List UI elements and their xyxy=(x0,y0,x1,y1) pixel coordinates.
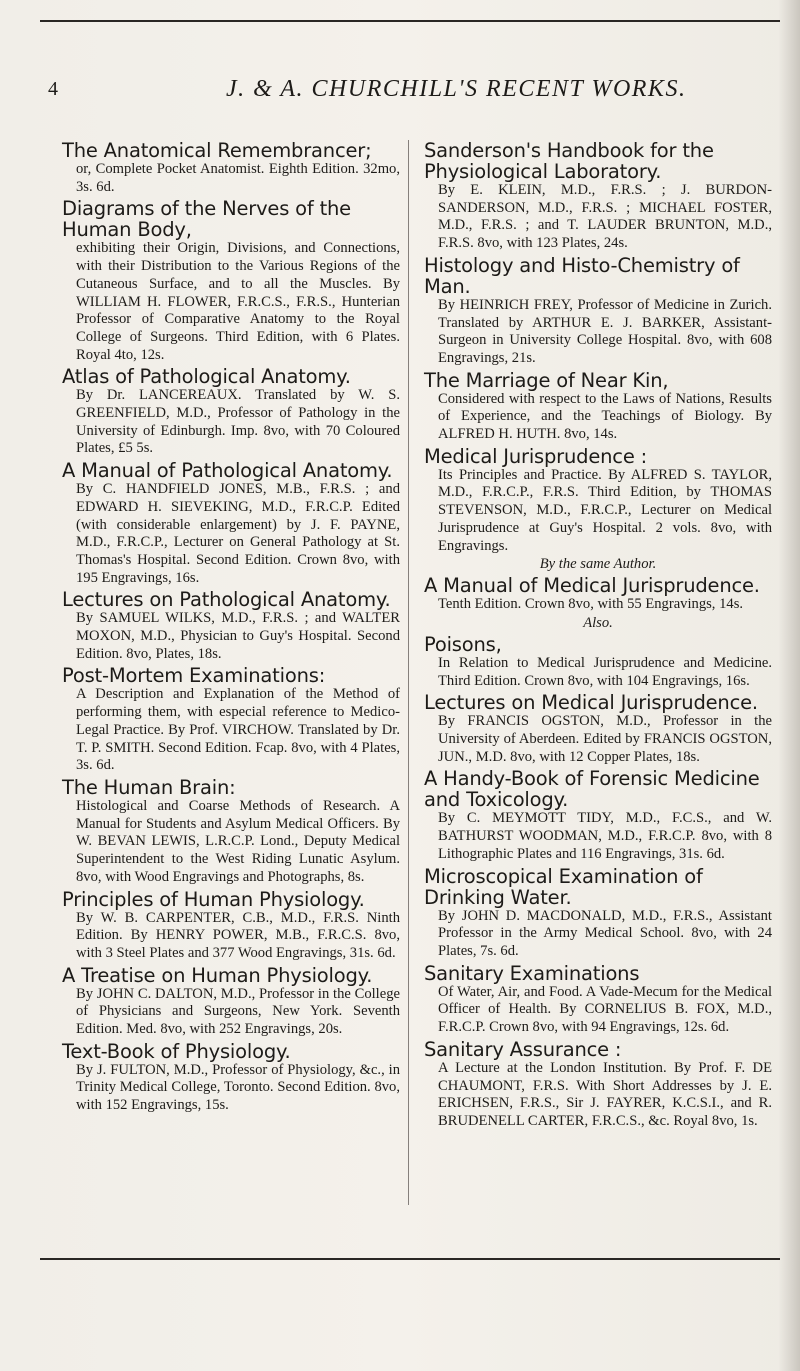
page-edge-shadow xyxy=(778,0,800,1371)
catalog-entry xyxy=(62,589,400,663)
column-divider xyxy=(408,140,409,1205)
running-title: J. & A. CHURCHILL'S RECENT WORKS. xyxy=(226,76,687,102)
entry-description: By HEINRICH FREY, Professor of Medicine in Zurich. Translated by ARTHUR E. J. BARKER, Assistant-Surgeon in University College Hospital. 8vo, with 608 Engravings, 21s. xyxy=(438,296,772,366)
entry-title: Microscopical Examination of Drinking Water. xyxy=(424,864,703,909)
top-rule xyxy=(40,20,780,22)
page-header xyxy=(0,74,800,108)
entry-description: By FRANCIS OGSTON, M.D., Professor in the University of Aberdeen. Edited by FRANCIS OGSTON, JUN., M.D. 8vo, with 12 Copper Plates, 18s. xyxy=(438,713,772,765)
entry-title: Atlas of Pathological Anatomy. xyxy=(62,365,351,389)
entry-description: or, Complete Pocket Anatomist. Eighth Edition. 32mo, 3s. 6d. xyxy=(76,161,400,195)
catalog-entry xyxy=(424,575,772,632)
entry-note: By the same Author. xyxy=(539,556,657,573)
entry-description: By C. HANDFIELD JONES, M.B., F.R.S. ; and EDWARD H. SIEVEKING, M.D., F.R.C.P. Edited (with considerable enlargement) by J. F. PAYNE, M.D., F.R.C.P., Lecturer on General Pathology at St. Thomas's Hospital. Second Edition. Crown 8vo, with 195 Engravings, 16s. xyxy=(76,481,400,586)
entry-description: Of Water, Air, and Food. A Vade-Mecum for the Medical Officer of Health. By CORNELIUS B. FOX, M.D., F.R.C.P. Crown 8vo, with 94 Engravings, 12s. 6d. xyxy=(438,983,772,1036)
entry-title: The Human Brain: xyxy=(62,775,236,799)
entry-title: A Treatise on Human Physiology. xyxy=(62,963,373,987)
catalog-entry xyxy=(424,963,772,1037)
catalog-entry xyxy=(424,255,772,368)
catalog-entry xyxy=(62,965,400,1039)
catalog-entry xyxy=(62,198,400,364)
entry-title: Text-Book of Physiology. xyxy=(62,1039,291,1063)
bottom-rule xyxy=(40,1258,780,1260)
entry-description: Tenth Edition. Crown 8vo, with 55 Engravings, 14s. xyxy=(438,596,744,613)
entry-title: A Handy-Book of Forensic Medicine and Toxicology. xyxy=(424,767,760,812)
catalog-entry xyxy=(424,634,772,690)
catalog-entry xyxy=(62,1041,400,1115)
entry-description: By E. KLEIN, M.D., F.R.S. ; J. BURDON-SANDERSON, M.D., F.R.S. ; MICHAEL FOSTER, M.D., F.R.S. ; and T. LAUDER BRUNTON, M.D., F.R.S. 8vo, with 123 Plates, 24s. xyxy=(438,182,772,252)
catalog-entry xyxy=(424,140,772,253)
entry-description: By JOHN D. MACDONALD, M.D., F.R.S., Assistant Professor in the Army Medical School. 8vo, with 24 Plates, 7s. 6d. xyxy=(438,907,772,959)
entry-title: Histology and Histo-Chemistry of Man. xyxy=(424,253,740,298)
right-column xyxy=(424,140,772,1133)
catalog-entry xyxy=(62,140,400,196)
catalog-entry xyxy=(62,460,400,587)
entry-description: By SAMUEL WILKS, M.D., F.R.S. ; and WALTER MOXON, M.D., Physician to Guy's Hospital. Second Edition. 8vo, Plates, 18s. xyxy=(76,610,400,662)
catalog-entry xyxy=(62,777,400,887)
entry-title: Medical Jurisprudence : xyxy=(424,444,647,468)
catalog-entry xyxy=(424,768,772,863)
left-column xyxy=(62,140,400,1117)
entry-description: Its Principles and Practice. By ALFRED S. TAYLOR, M.D., F.R.C.P., F.R.S. Third Edition, by THOMAS STEVENSON, M.D., F.R.C.P., Lecturer on Medical Jurisprudence at Guy's Hospital. 2 vols. 8vo, with Engravings. xyxy=(438,466,772,554)
entry-description: By JOHN C. DALTON, M.D., Professor in the College of Physicians and Surgeons, New York. Seventh Edition. Med. 8vo, with 252 Engravings, 20s. xyxy=(76,985,400,1038)
entry-title: Sanitary Examinations xyxy=(424,961,640,985)
catalog-entry xyxy=(424,866,772,961)
catalog-entry xyxy=(424,370,772,444)
entry-title: The Marriage of Near Kin, xyxy=(424,368,669,392)
entry-title: Principles of Human Physiology. xyxy=(62,887,365,911)
entry-description: Considered with respect to the Laws of Nations, Results of Experience, and the Teachings of Biology. By ALFRED H. HUTH. 8vo, 14s. xyxy=(438,390,772,443)
entry-title: A Manual of Pathological Anatomy. xyxy=(62,459,393,483)
catalog-entry xyxy=(424,446,772,574)
entry-description: Histological and Coarse Methods of Research. A Manual for Students and Asylum Medical Officers. By W. BEVAN LEWIS, L.R.C.P. Lond., Deputy Medical Superintendent to the West Riding Lunatic Asylum. 8vo, with Wood Engravings and Photographs, 8s. xyxy=(76,797,400,885)
entry-title: A Manual of Medical Jurisprudence. xyxy=(424,574,760,598)
entry-note: Also. xyxy=(583,614,613,631)
catalog-entry xyxy=(62,366,400,458)
entry-title: Sanitary Assurance : xyxy=(424,1037,622,1061)
catalog-entry xyxy=(62,665,400,775)
entry-description: A Description and Explanation of the Method of performing them, with especial reference to Medico-Legal Practice. By Prof. VIRCHOW. Translated by Dr. T. P. SMITH. Second Edition. Fcap. 8vo, with 4 Plates, 3s. 6d. xyxy=(76,686,400,774)
entry-title: Post-Mortem Examinations: xyxy=(62,664,326,688)
entry-title: Poisons, xyxy=(424,632,502,656)
entry-title: Lectures on Medical Jurisprudence. xyxy=(424,691,758,715)
entry-title: Sanderson's Handbook for the Physiological Laboratory. xyxy=(424,139,714,183)
catalog-entry xyxy=(424,1039,772,1131)
entry-title: Lectures on Pathological Anatomy. xyxy=(62,588,391,612)
entry-title: Diagrams of the Nerves of the Human Body, xyxy=(62,197,351,242)
catalog-entry xyxy=(424,692,772,766)
entry-description: By Dr. LANCEREAUX. Translated by W. S. GREENFIELD, M.D., Professor of Pathology in the University of Edinburgh. Imp. 8vo, with 70 Coloured Plates, £5 5s. xyxy=(76,387,400,457)
entry-description: By J. FULTON, M.D., Professor of Physiology, &c., in Trinity Medical College, Toronto. Second Edition. 8vo, with 152 Engravings, 15s. xyxy=(76,1061,400,1114)
entry-description: By W. B. CARPENTER, C.B., M.D., F.R.S. Ninth Edition. By HENRY POWER, M.B., F.R.C.S. 8vo, with 3 Steel Plates and 377 Wood Engravings, 31s. 6d. xyxy=(76,909,400,961)
page-number: 4 xyxy=(48,78,58,100)
entry-title: The Anatomical Remembrancer; xyxy=(62,139,372,162)
entry-description: By C. MEYMOTT TIDY, M.D., F.C.S., and W. BATHURST WOODMAN, M.D., F.R.C.P. 8vo, with 8 Lithographic Plates and 116 Engravings, 31s. 6d. xyxy=(438,810,772,862)
catalog-entry xyxy=(62,889,400,963)
entry-description: In Relation to Medical Jurisprudence and Medicine. Third Edition. Crown 8vo, with 104 Engravings, 16s. xyxy=(438,654,772,689)
entry-description: exhibiting their Origin, Divisions, and Connections, with their Distribution to the Various Regions of the Cutaneous Surface, and to all the Muscles. By WILLIAM H. FLOWER, F.R.C.S., F.R.S., Hunterian Professor of Comparative Anatomy to the Royal College of Surgeons. Third Edition, with 6 Plates. Royal 4to, 12s. xyxy=(76,240,400,363)
entry-description: A Lecture at the London Institution. By Prof. F. DE CHAUMONT, F.R.S. With Short Addresses by J. E. ERICHSEN, F.R.S., Sir J. FAYRER, K.C.S.I., and R. BRUDENELL CARTER, F.R.C.S., &c. Royal 8vo, 1s. xyxy=(438,1059,772,1129)
